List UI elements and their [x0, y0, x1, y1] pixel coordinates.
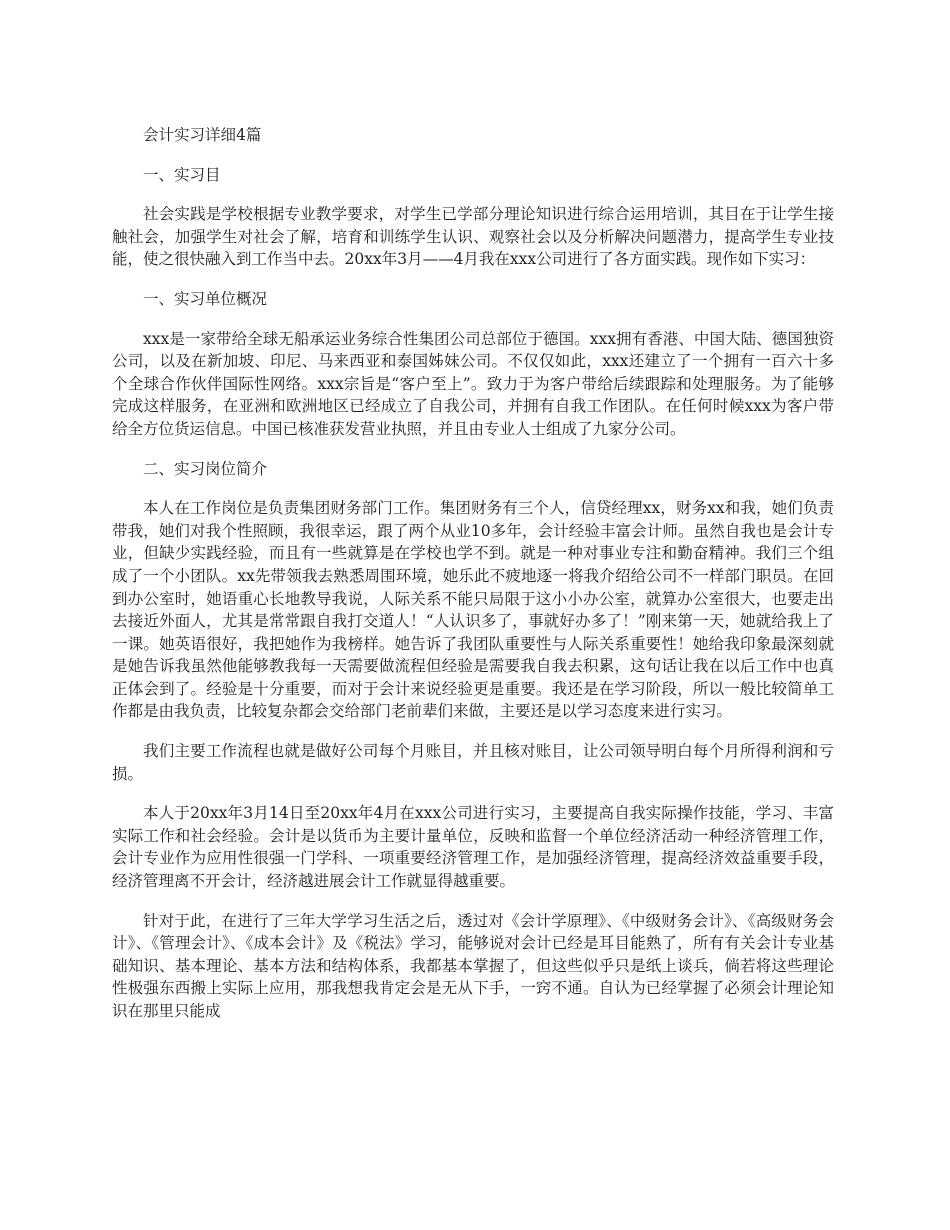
paragraph-study-reflection: 针对于此，在进行了三年大学学习生活之后，透过对《会计学原理》、《中级财务会计》、《高级财务会计》、《管理会计》、《成本会计》及《税法》学习，能够说对会计已经是耳目能熟了，所有有关会计专业基础知识、基本理论、基本方法和结构体系，我都基本掌握了，但这些似乎只是纸上谈兵，倘若将这些理论性极强东西搬上实际上应用，那我想我肯定会是无从下手，一窍不通。自认为已经掌握了必须会计理论知识在那里只能成 [112, 911, 834, 1020]
section-heading-purpose: 一、实习目 [143, 165, 221, 184]
paragraph-company-overview: xxx是一家带给全球无船承运业务综合性集团公司总部位于德国。xxx拥有香港、中国大陆、德国独资公司，以及在新加坡、印尼、马来西亚和泰国姊妹公司。不仅仅如此，xxx还建立了一个拥有一百六十多个全球合作伙伴国际性网络。xxx宗旨是“客户至上”。致力于为客户带给后续跟踪和处理服务。为了能够完成这样服务，在亚洲和欧洲地区已经成立了自我公司，并拥有自我工作团队。在任何时候xxx为客户带给全方位货运信息。中国已核准获发营业执照，并且由专业人士组成了九家分公司。 [112, 329, 834, 438]
document-page [112, 124, 834, 1040]
section-heading-company-overview: 一、实习单位概况 [143, 289, 268, 308]
section-heading-position-intro: 二、实习岗位简介 [143, 459, 268, 478]
paragraph-internship-period: 本人于20xx年3月14日至20xx年4月在xxx公司进行实习，主要提高自我实际操作技能，学习、丰富实际工作和社会经验。会计是以货币为主要计量单位，反映和监督一个单位经济活动一种经济管理工作，会计专业作为应用性很强一门学科、一项重要经济管理工作，是加强经济管理，提高经济效益重要手段，经济管理离不开会计，经济越进展会计工作就显得越重要。 [112, 804, 834, 891]
paragraph-purpose: 社会实践是学校根据专业教学要求，对学生已学部分理论知识进行综合运用培训，其目在于让学生接触社会，加强学生对社会了解，培育和训练学生认识、观察社会以及分析解决问题潜力，提高学生专业技能，使之很快融入到工作当中去。20xx年3月——4月我在xxx公司进行了各方面实践。现作如下实习： [112, 205, 834, 269]
paragraph-position-intro: 本人在工作岗位是负责集团财务部门工作。集团财务有三个人，信贷经理xx，财务xx和我，她们负责带我，她们对我个性照顾，我很幸运，跟了两个从业10多年，会计经验丰富会计师。虽然自我也是会计专业，但缺少实践经验，而且有一些就算是在学校也学不到。就是一种对事业专注和勤奋精神。我们三个组成了一个小团队。xx先带领我去熟悉周围环境，她乐此不疲地逐一将我介绍给公司不一样部门职员。在回到办公室时，她语重心长地教导我说，人际关系不能只局限于这小小办公室，就算办公室很大，也要走出去接近外面人，尤其是常常跟自我打交道人！“人认识多了，事就好办多了！”刚来第一天，她就给我上了一课。她英语很好，我把她作为我榜样。她告诉了我团队重要性与人际关系重要性！她给我印象最深刻就是她告诉我虽然他能够教我每一天需要做流程但经验是需要我自我去积累，这句话让我在以后工作中也真正体会到了。经验是十分重要，而对于会计来说经验更是重要。我还是在学习阶段，所以一般比较简单工作都是由我负责，比较复杂都会交给部门老前辈们来做，主要还是以学习态度来进行实习。 [112, 499, 834, 721]
paragraph-workflow: 我们主要工作流程也就是做好公司每个月账目，并且核对账目，让公司领导明白每个月所得利润和亏损。 [112, 742, 834, 783]
document-title: 会计实习详细4篇 [143, 126, 262, 144]
